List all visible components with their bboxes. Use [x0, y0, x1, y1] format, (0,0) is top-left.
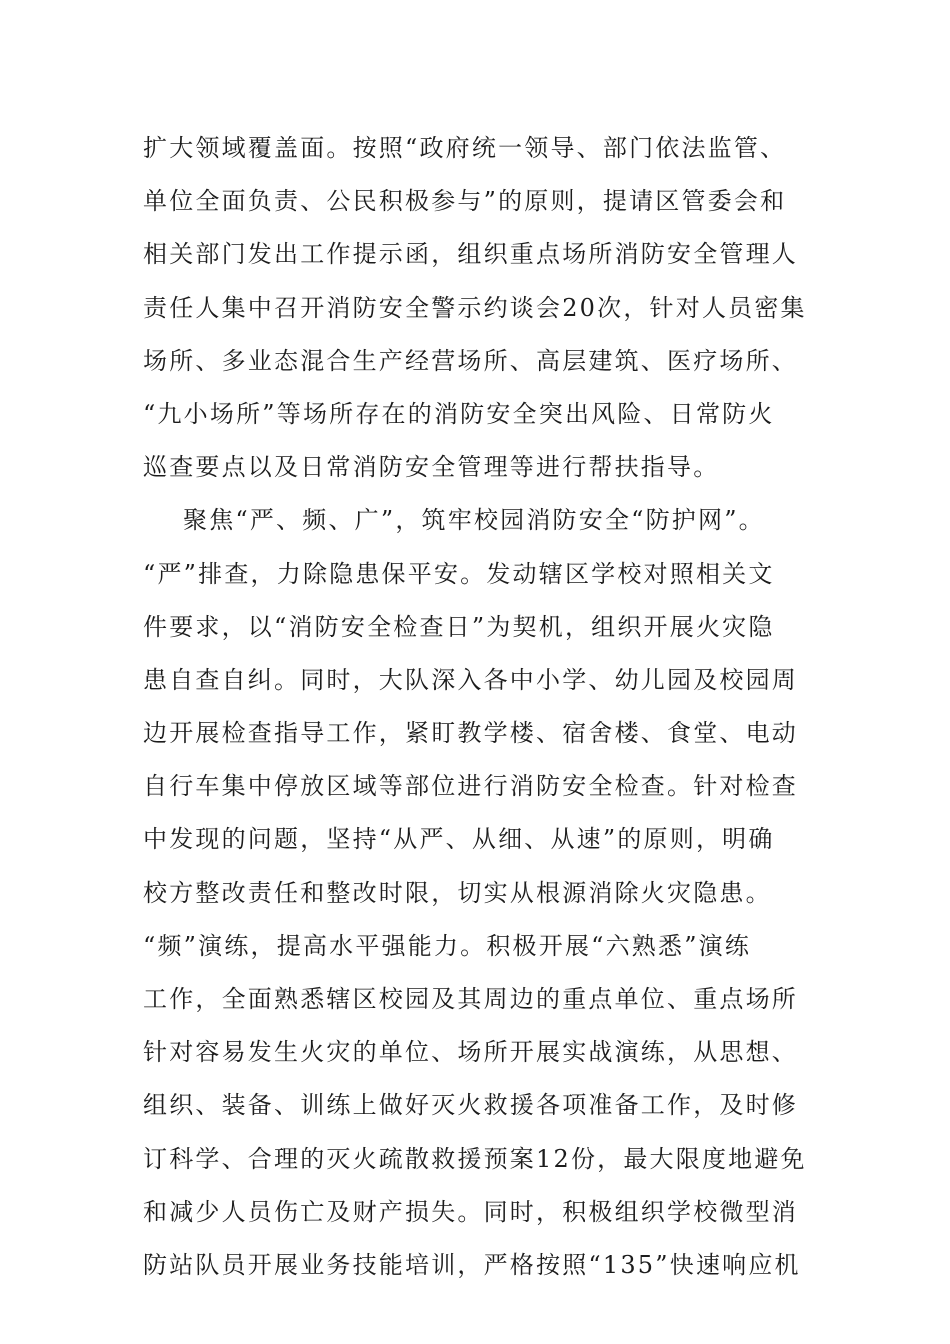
text-line: 患自查自纠。同时，大队深入各中小学、幼儿园及校园周 — [143, 665, 798, 694]
text-line: “九小场所”等场所存在的消防安全突出风险、日常防火 — [143, 399, 775, 428]
text-line: 责任人集中召开消防安全警示约谈会20次，针对人员密集 — [143, 293, 807, 322]
text-line: 组织、装备、训练上做好灭火救援各项准备工作，及时修 — [143, 1091, 798, 1120]
text-line: 针对容易发生火灾的单位、场所开展实战演练，从思想、 — [143, 1038, 798, 1067]
text-line: 和减少人员伤亡及财产损失。同时，积极组织学校微型消 — [143, 1197, 798, 1226]
text-line: 边开展检查指导工作，紧盯教学楼、宿舍楼、食堂、电动 — [143, 719, 798, 748]
text-line: 巡查要点以及日常消防安全管理等进行帮扶指导。 — [143, 453, 720, 482]
text-line: 扩大领域覆盖面。按照“政府统一领导、部门依法监管、 — [143, 134, 787, 162]
text-line: 防站队员开展业务技能培训，严格按照“135”快速响应机 — [143, 1250, 801, 1279]
text-line: “频”演练，提高水平强能力。积极开展“六熟悉”演练 — [143, 931, 752, 960]
text-line: 订科学、合理的灭火疏散救援预案12份，最大限度地避免 — [143, 1144, 807, 1173]
text-line: 工作，全面熟悉辖区校园及其周边的重点单位、重点场所 — [143, 985, 798, 1013]
body-text — [143, 122, 823, 1292]
text-line: “严”排查，力除隐患保平安。发动辖区学校对照相关文 — [143, 559, 775, 588]
text-line: 相关部门发出工作提示函，组织重点场所消防安全管理人 — [143, 240, 798, 269]
text-line: 自行车集中停放区域等部位进行消防安全检查。针对检查 — [143, 772, 798, 801]
paragraph-heading-line: 聚焦“严、频、广”，筑牢校园消防安全“防护网”。 — [183, 506, 765, 535]
text-line: 场所、多业态混合生产经营场所、高层建筑、医疗场所、 — [143, 346, 798, 375]
text-line: 中发现的问题，坚持“从严、从细、从速”的原则，明确 — [143, 825, 775, 854]
text-line: 单位全面负责、公民积极参与”的原则，提请区管委会和 — [143, 187, 787, 216]
text-line: 件要求，以“消防安全检查日”为契机，组织开展火灾隐 — [143, 612, 775, 641]
text-line: 校方整改责任和整改时限，切实从根源消除火灾隐患。 — [143, 878, 772, 907]
